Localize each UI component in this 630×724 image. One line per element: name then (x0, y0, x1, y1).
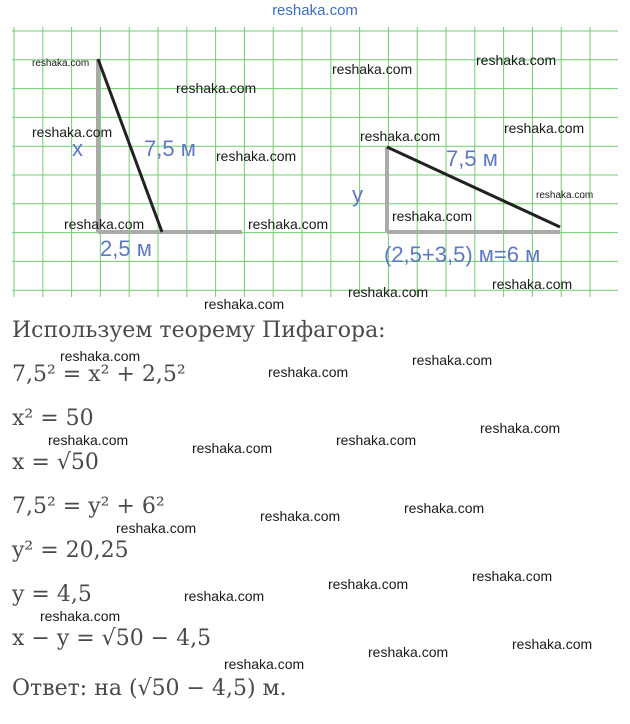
watermark: reshaka.com (32, 124, 113, 140)
watermark: reshaka.com (204, 296, 285, 312)
watermark: reshaka.com (260, 508, 341, 524)
watermark: reshaka.com (64, 216, 145, 232)
answer-line: Ответ: на (√50 − 4,5) м. (12, 676, 287, 701)
equation-4: 7,5² = y² + 6² (12, 494, 165, 519)
equation-1: 7,5² = x² + 2,5² (12, 362, 186, 387)
watermark: reshaka.com (536, 190, 594, 201)
watermark: reshaka.com (332, 61, 413, 77)
equation-2: x² = 50 (12, 406, 94, 431)
watermark: reshaka.com (360, 128, 441, 144)
watermark: reshaka.com (176, 80, 257, 96)
right-hyp-label: 7,5 м (446, 146, 498, 171)
watermark: reshaka.com (476, 52, 557, 68)
watermark: reshaka.com (116, 520, 197, 536)
watermark: reshaka.com (268, 364, 349, 380)
watermark: reshaka.com (48, 432, 129, 448)
watermark: reshaka.com (480, 420, 561, 436)
watermark: reshaka.com (512, 636, 593, 652)
watermark: reshaka.com (192, 440, 273, 456)
right-side-label: y (352, 182, 363, 207)
watermark: reshaka.com (504, 120, 585, 136)
watermark: reshaka.com (248, 216, 329, 232)
watermark: reshaka.com (412, 352, 493, 368)
watermark: reshaka.com (224, 656, 305, 672)
equation-3: x = √50 (12, 450, 99, 475)
watermark: reshaka.com (368, 644, 449, 660)
watermark: reshaka.com (492, 276, 573, 292)
intro-text: Используем теорему Пифагора: (12, 318, 386, 343)
watermark: reshaka.com (60, 348, 141, 364)
watermark: reshaka.com (184, 588, 265, 604)
watermark: reshaka.com (404, 500, 485, 516)
equation-6: y = 4,5 (12, 582, 92, 607)
watermark: reshaka.com (32, 58, 90, 69)
watermark: reshaka.com (328, 576, 409, 592)
watermark: reshaka.com (40, 608, 121, 624)
left-side-label: x (72, 136, 83, 161)
left-hyp-label: 7,5 м (144, 136, 196, 161)
site-link[interactable]: reshaka.com (272, 2, 358, 19)
equation-7: x − y = √50 − 4,5 (12, 626, 212, 651)
watermark: reshaka.com (348, 284, 429, 300)
watermark: reshaka.com (336, 432, 417, 448)
watermark: reshaka.com (472, 568, 553, 584)
watermark: reshaka.com (216, 148, 297, 164)
right-base-label: (2,5+3,5) м=6 м (384, 242, 541, 267)
watermark: reshaka.com (392, 208, 473, 224)
left-base-label: 2,5 м (100, 236, 152, 261)
equation-5: y² = 20,25 (12, 538, 129, 563)
